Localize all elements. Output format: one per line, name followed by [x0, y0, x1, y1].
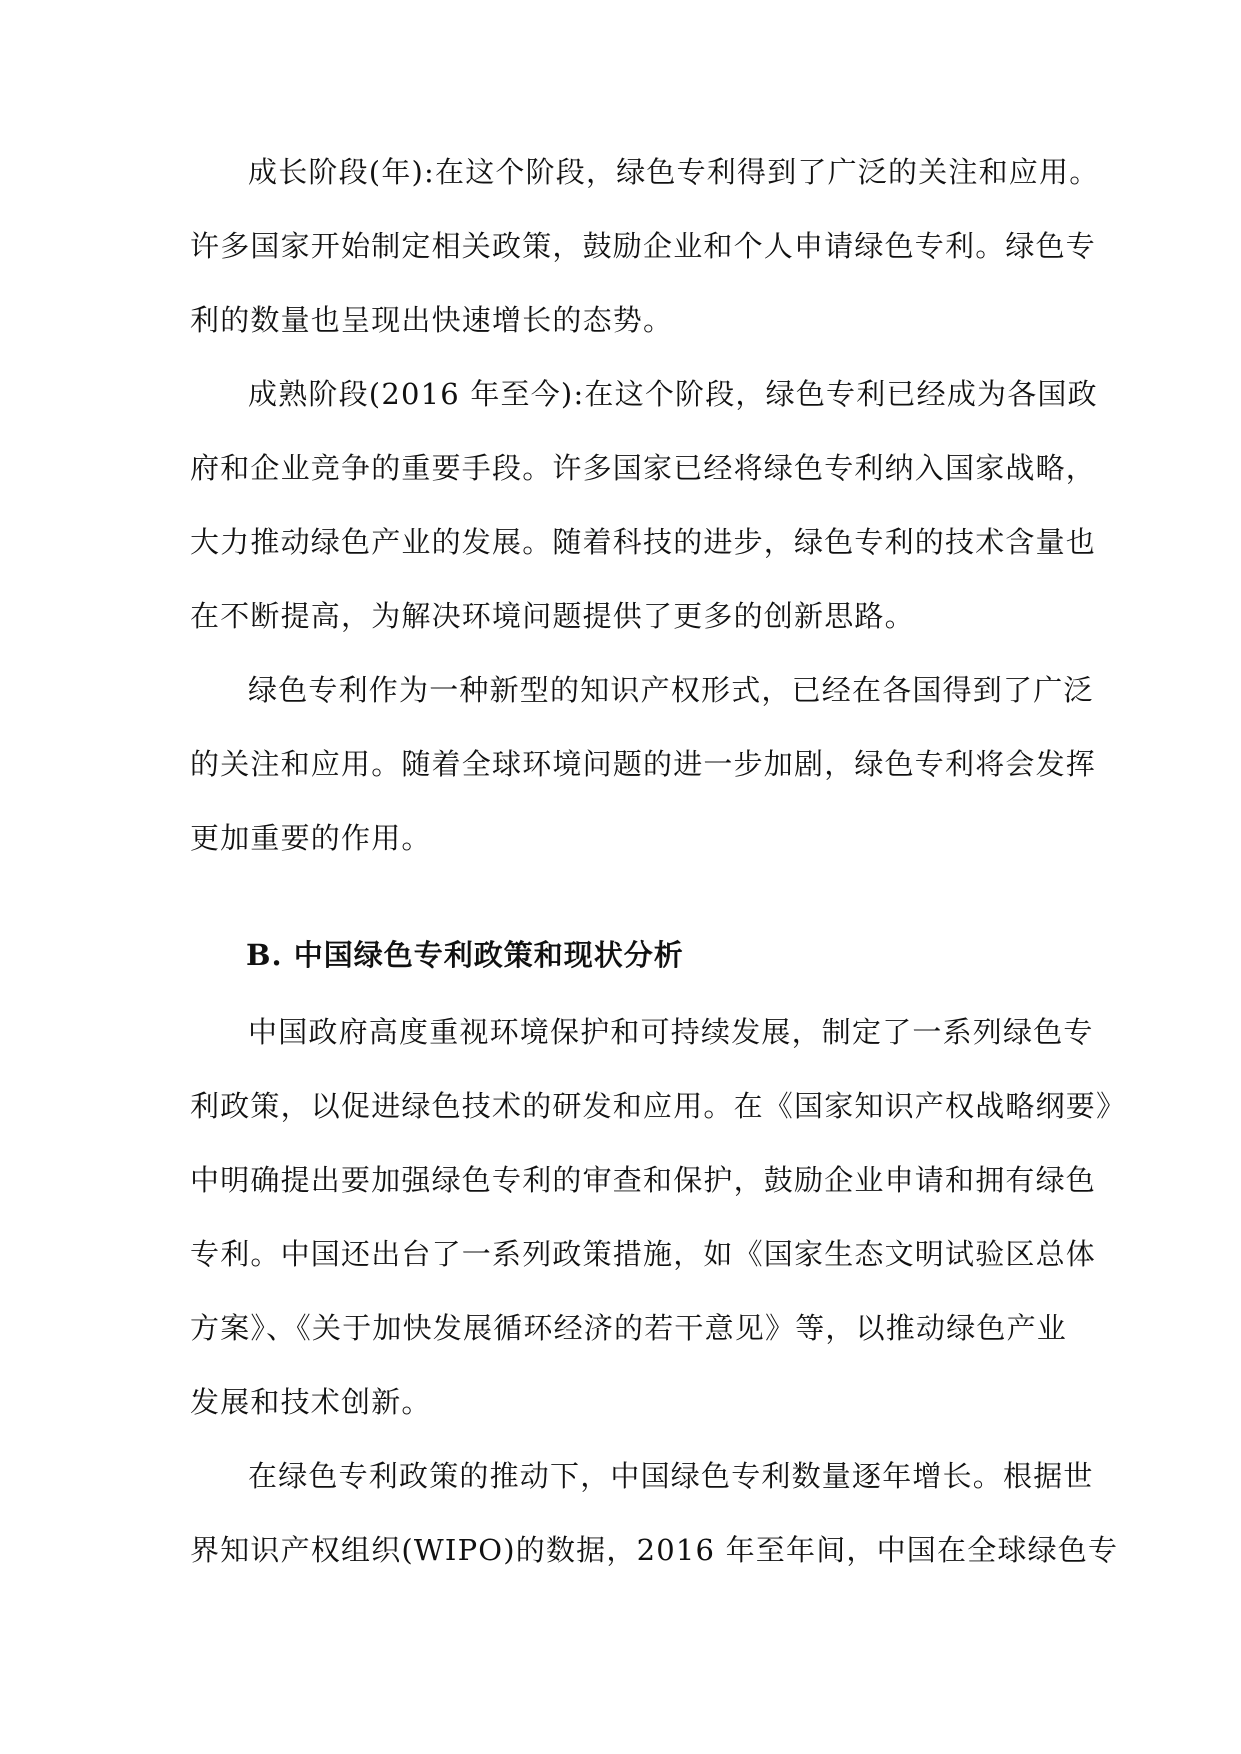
paragraph-summary-line-3: 更加重要的作用。 [190, 821, 432, 855]
section-heading: B. 中国绿色专利政策和现状分析 [246, 938, 684, 972]
paragraph-mature-line-2: 府和企业竞争的重要手段。许多国家已经将绿色专利纳入国家战略， [190, 451, 1097, 485]
paragraph-policy-line-6: 发展和技术创新。 [190, 1385, 432, 1419]
paragraph-growth-line-1: 成长阶段(年):在这个阶段，绿色专利得到了广泛的关注和应用。 [248, 155, 1100, 189]
paragraph-policy-line-5: 方案》、《关于加快发展循环经济的若干意见》等，以推动绿色产业 [190, 1311, 1068, 1345]
paragraph-summary-line-2: 的关注和应用。随着全球环境问题的进一步加剧，绿色专利将会发挥 [190, 747, 1097, 781]
paragraph-policy-line-1: 中国政府高度重视环境保护和可持续发展，制定了一系列绿色专 [248, 1015, 1094, 1049]
paragraph-mature-line-3: 大力推动绿色产业的发展。随着科技的进步，绿色专利的技术含量也 [190, 525, 1097, 559]
paragraph-growth-line-2: 许多国家开始制定相关政策，鼓励企业和个人申请绿色专利。绿色专 [190, 229, 1097, 263]
paragraph-policy-line-3: 中明确提出要加强绿色专利的审查和保护，鼓励企业申请和拥有绿色 [190, 1163, 1097, 1197]
paragraph-policy-line-4: 专利。中国还出台了一系列政策措施，如《国家生态文明试验区总体 [190, 1237, 1097, 1271]
paragraph-status-line-2: 界知识产权组织(WIPO)的数据，2016 年至年间，中国在全球绿色专 [190, 1533, 1119, 1567]
paragraph-mature-line-1: 成熟阶段(2016 年至今):在这个阶段，绿色专利已经成为各国政 [248, 377, 1098, 411]
paragraph-status-line-1: 在绿色专利政策的推动下，中国绿色专利数量逐年增长。根据世 [248, 1459, 1094, 1493]
paragraph-growth-line-3: 利的数量也呈现出快速增长的态势。 [190, 303, 674, 337]
paragraph-summary-line-1: 绿色专利作为一种新型的知识产权形式，已经在各国得到了广泛 [248, 673, 1094, 707]
paragraph-policy-line-2: 利政策，以促进绿色技术的研发和应用。在《国家知识产权战略纲要》 [190, 1089, 1127, 1123]
paragraph-mature-line-4: 在不断提高，为解决环境问题提供了更多的创新思路。 [190, 599, 915, 633]
